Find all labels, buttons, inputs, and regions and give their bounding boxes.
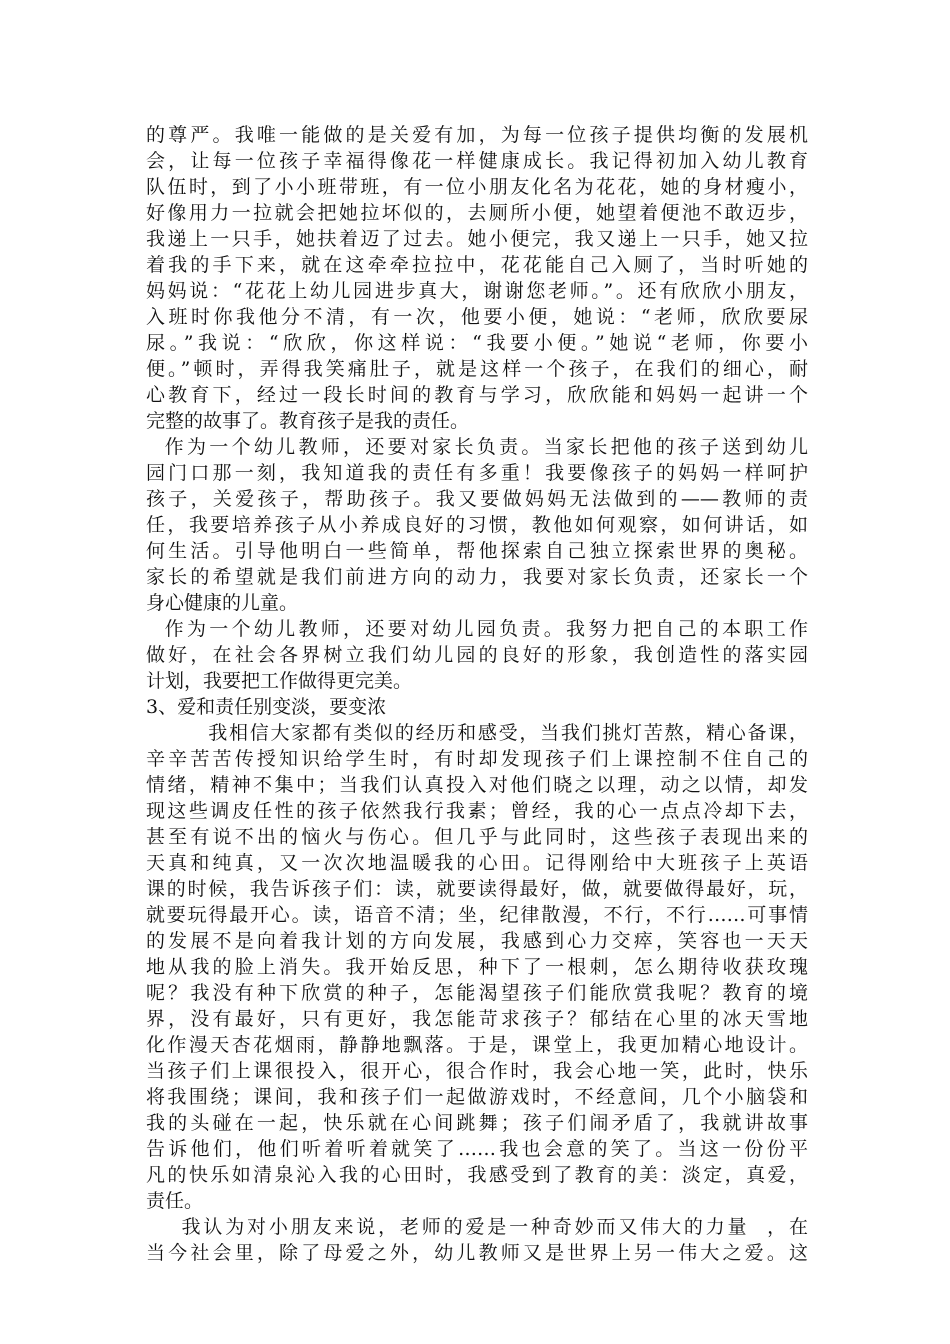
text-line: 作为一个幼儿教师，还要对幼儿园负责。我努力把自己的本职工作 bbox=[146, 618, 808, 640]
text-line: 当今社会里，除了母爱之外，幼儿教师又是世界上另一伟大之爱。这 bbox=[146, 1242, 808, 1264]
text-line: 做好，在社会各界树立我们幼儿园的良好的形象，我创造性的落实园 bbox=[146, 644, 808, 666]
text-line: 妈妈说：“花花上幼儿园进步真大，谢谢您老师。”。还有欣欣小朋友， bbox=[146, 280, 808, 302]
text-line: 当孩子们上课很投入，很开心，很合作时，我会心地一笑，此时，快乐 bbox=[146, 1060, 808, 1082]
text-line: 地从我的脸上消失。我开始反思，种下了一根刺，怎么期待收获玫瑰 bbox=[146, 956, 808, 978]
text-line: 任，我要培养孩子从小养成良好的习惯，教他如何观察，如何讲话，如 bbox=[146, 514, 808, 536]
text-line: 界，没有最好，只有更好，我怎能苛求孩子？郁结在心里的冰天雪地 bbox=[146, 1008, 808, 1030]
text-line: 园门口那一刻，我知道我的责任有多重！我要像孩子的妈妈一样呵护 bbox=[146, 462, 808, 484]
text-line: 告诉他们，他们听着听着就笑了……我也会意的笑了。当这一份份平 bbox=[146, 1138, 808, 1160]
text-line: 就要玩得最开心。读，语音不清；坐，纪律散漫，不行，不行……可事情 bbox=[146, 904, 808, 926]
text-line: 入班时你我他分不清，有一次，他要小便，她说：“老师，欣欣要尿 bbox=[146, 306, 808, 328]
text-line: 我认为对小朋友来说，老师的爱是一种奇妙而又伟大的力量 ，在 bbox=[146, 1216, 808, 1238]
text-line: 化作漫天杏花烟雨，静静地飘落。于是，课堂上，我更加精心地设计。 bbox=[146, 1034, 808, 1056]
text-line: 计划，我要把工作做得更完美。 bbox=[146, 670, 413, 692]
document-body bbox=[146, 122, 808, 1266]
text-line: 情绪，精神不集中；当我们认真投入对他们晓之以理，动之以情，却发 bbox=[146, 774, 808, 796]
text-line: 责任。 bbox=[146, 1190, 204, 1212]
text-line: 作为一个幼儿教师，还要对家长负责。当家长把他的孩子送到幼儿 bbox=[146, 436, 808, 458]
text-line: 会，让每一位孩子幸福得像花一样健康成长。我记得初加入幼儿教育 bbox=[146, 150, 808, 172]
text-line: 3、爱和责任别变淡，要变浓 bbox=[146, 696, 387, 718]
text-line: 天真和纯真，又一次次地温暖我的心田。记得刚给中大班孩子上英语 bbox=[146, 852, 808, 874]
text-line: 辛辛苦苦传授知识给学生时，有时却发现孩子们上课控制不住自己的 bbox=[146, 748, 808, 770]
text-line: 何生活。引导他明白一些简单，帮他探索自己独立探索世界的奥秘。 bbox=[146, 540, 808, 562]
text-line: 的尊严。我唯一能做的是关爱有加，为每一位孩子提供均衡的发展机 bbox=[146, 124, 808, 146]
text-line: 便。”顿时，弄得我笑痛肚子，就是这样一个孩子，在我们的细心，耐 bbox=[146, 358, 808, 380]
text-line: 我的头碰在一起，快乐就在心间跳舞；孩子们闹矛盾了，我就讲故事 bbox=[146, 1112, 808, 1134]
text-line: 课的时候，我告诉孩子们：读，就要读得最好，做，就要做得最好，玩， bbox=[146, 878, 808, 900]
text-line: 凡的快乐如清泉沁入我的心田时，我感受到了教育的美：淡定，真爱， bbox=[146, 1164, 808, 1186]
text-line: 队伍时，到了小小班带班，有一位小朋友化名为花花，她的身材瘦小， bbox=[146, 176, 808, 198]
text-line: 着我的手下来，就在这牵牵拉拉中，花花能自己入厕了，当时听她的 bbox=[146, 254, 808, 276]
text-line: 将我围绕；课间，我和孩子们一起做游戏时，不经意间，几个小脑袋和 bbox=[146, 1086, 808, 1108]
text-line: 呢？我没有种下欣赏的种子，怎能渴望孩子们能欣赏我呢？教育的境 bbox=[146, 982, 808, 1004]
text-line: 甚至有说不出的恼火与伤心。但几乎与此同时，这些孩子表现出来的 bbox=[146, 826, 808, 848]
text-line: 孩子，关爱孩子，帮助孩子。我又要做妈妈无法做到的——教师的责 bbox=[146, 488, 808, 510]
text-line: 的发展不是向着我计划的方向发展，我感到心力交瘁，笑容也一天天 bbox=[146, 930, 808, 952]
text-line: 我相信大家都有类似的经历和感受，当我们挑灯苦熬，精心备课， bbox=[146, 722, 808, 744]
text-line: 好像用力一拉就会把她拉坏似的，去厕所小便，她望着便池不敢迈步， bbox=[146, 202, 808, 224]
text-line: 家长的希望就是我们前进方向的动力，我要对家长负责，还家长一个 bbox=[146, 566, 808, 588]
text-line: 完整的故事了。教育孩子是我的责任。 bbox=[146, 410, 470, 432]
text-line: 身心健康的儿童。 bbox=[146, 592, 299, 614]
text-line: 尿。”我说：“欣欣，你这样说：“我要小便。”她说“老师，你要小 bbox=[146, 332, 808, 354]
text-line: 现这些调皮任性的孩子依然我行我素；曾经，我的心一点点冷却下去， bbox=[146, 800, 808, 822]
text-line: 我递上一只手，她扶着迈了过去。她小便完，我又递上一只手，她又拉 bbox=[146, 228, 808, 250]
text-line: 心教育下，经过一段长时间的教育与学习，欣欣能和妈妈一起讲一个 bbox=[146, 384, 808, 406]
